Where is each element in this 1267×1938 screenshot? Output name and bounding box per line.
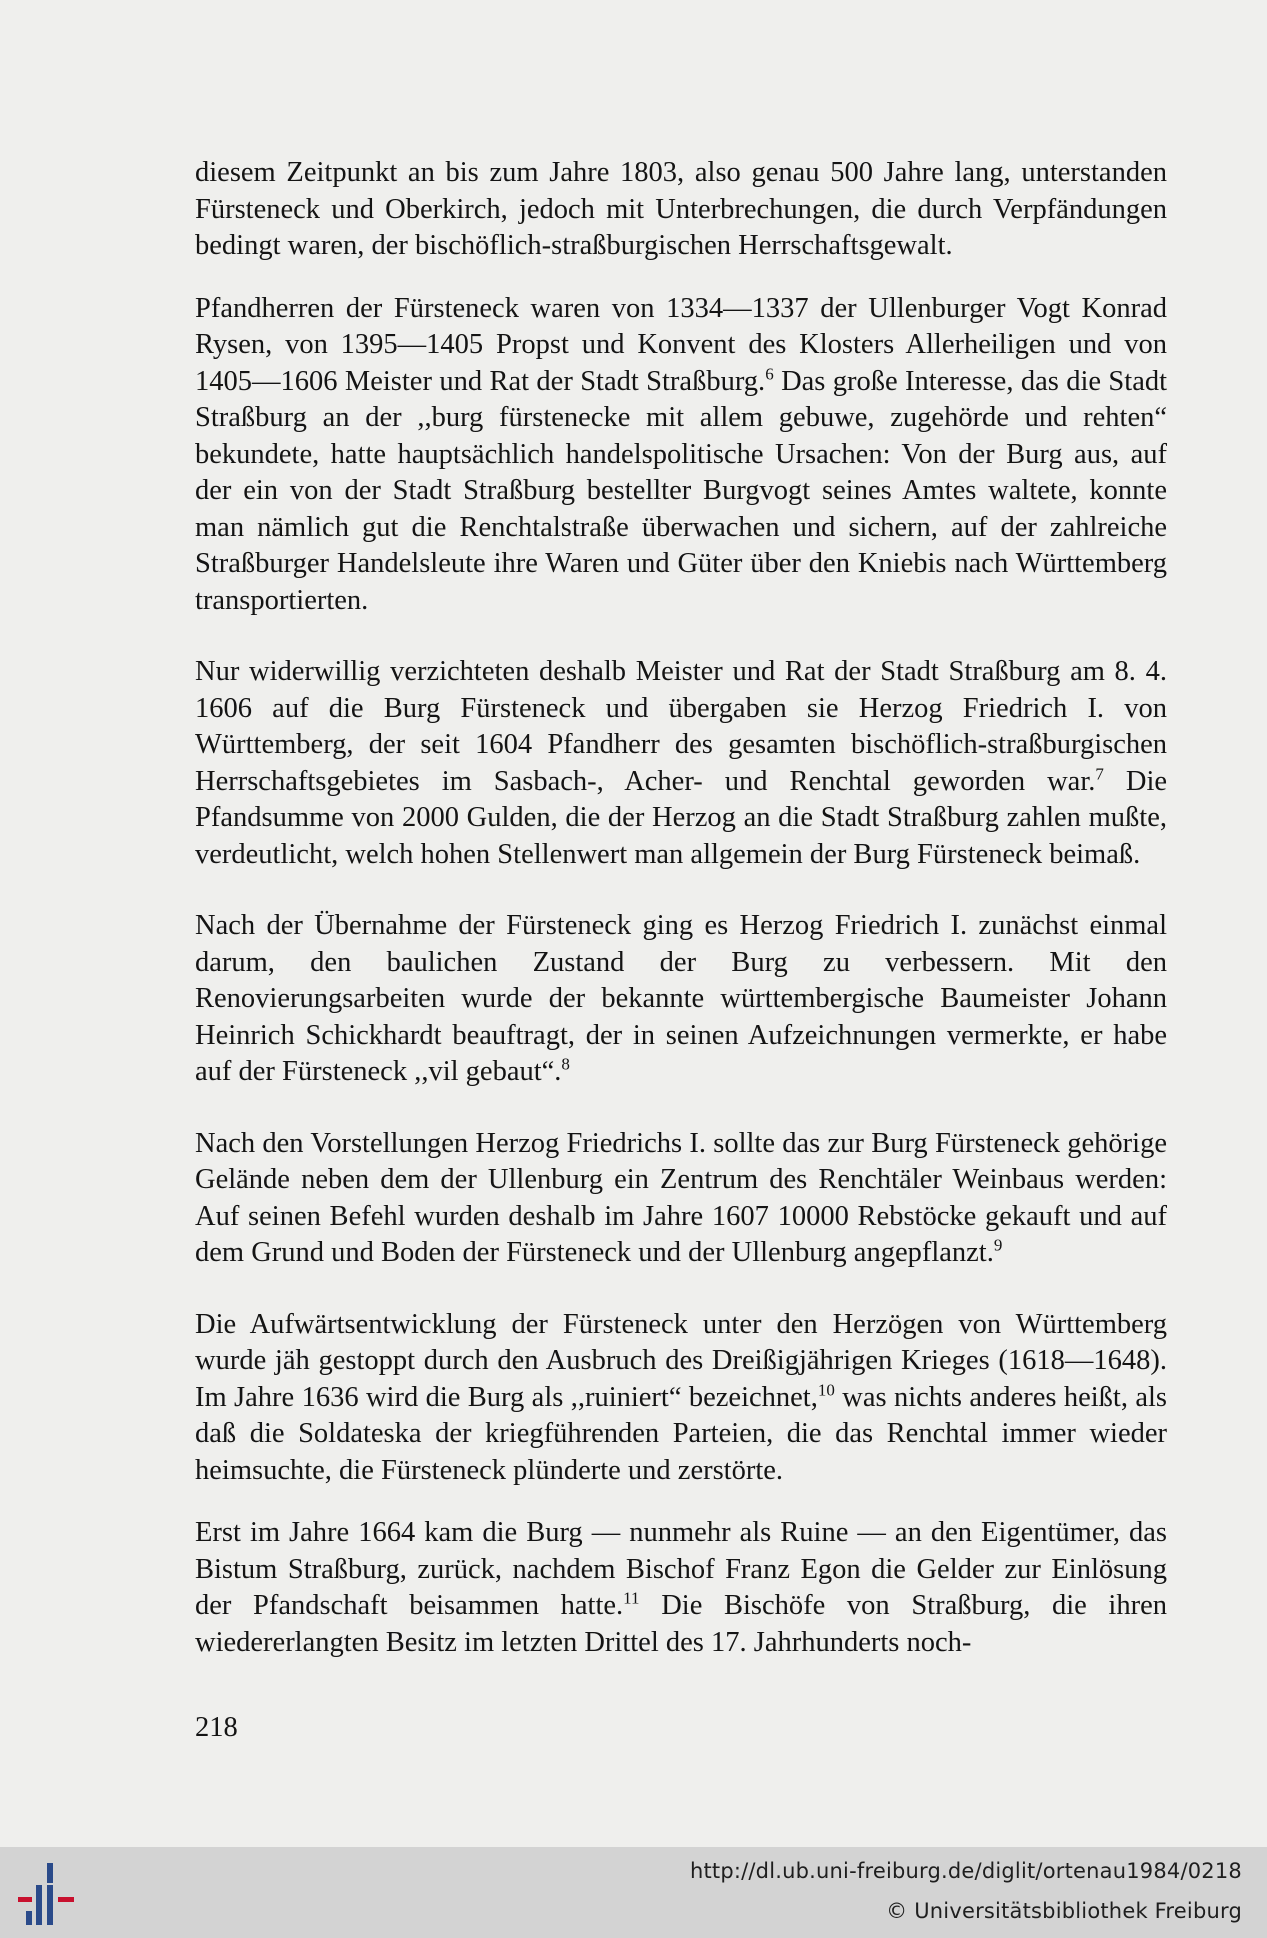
paragraph-4: Nach der Übernahme der Fürsteneck ging es Herzog Friedrich I. zunächst einmal darum, den baulichen Zustand der Burg zu verbessern. Mit den Renovierungsarbeiten wurde der bekannte württembergische Baumeister Johann Heinrich Schickhardt beauftragt, der in seinen Aufzeichnungen vermerkte, er habe auf der Fürsteneck ,,vil gebaut“.$^8$ — [195, 910, 1167, 1087]
page-text-block — [195, 155, 1167, 1661]
ub-freiburg-logo-icon — [14, 1861, 84, 1927]
footnote-mark: 9 — [993, 1235, 1003, 1255]
footer-bar — [0, 1847, 1267, 1938]
copyright-text: © Universitätsbibliothek Freiburg — [886, 1899, 1242, 1923]
footnote-mark: 11 — [623, 1588, 640, 1608]
footnote-mark: 8 — [561, 1054, 570, 1074]
footnote-mark: 7 — [1095, 764, 1104, 783]
paragraph-2: Pfandherren der Fürsteneck waren von 1334—1337 der Ullenburger Vogt Konrad Rysen, von 1395—1405 Propst und Konvent des Klosters Allerheiligen und von 1405—1606 Meister und Rat der Stadt Straßburg.$^6$ Das große Interesse, das die Stadt Straßburg an der ,,burg fürstenecke mit allem gebuwe, zugehörde und rehten“ bekundete, hatte hauptsächlich handelspolitische Ursachen: Von der Burg aus, auf der ein von der Stadt Straßburg bestellter Burgvogt seines Amtes waltete, konnte man nämlich gut die Renchtalstraße überwachen und sichern, auf der zahlreiche Straßburger Handelsleute ihre Waren und Güter über den Kniebis nach Württemberg transportierten. — [195, 292, 1168, 616]
page-number: 218 — [195, 1712, 238, 1743]
paragraph-3: Nur widerwillig verzichteten deshalb Meister und Rat der Stadt Straßburg am 8. 4. 1606 auf die Burg Fürsteneck und übergaben sie Herzog Friedrich I. von Württemberg, der seit 1604 Pfandherr des gesamten bischöflich-straßburgischen Herrschaftsgebietes im Sasbach-, Acher- und Renchtal geworden war.$^7$ Die Pfandsumme von 2000 Gulden, die der Herzog an die Stadt Straßburg zahlen mußte, verdeutlicht, welch hohen Stellenwert man allgemein der Burg Fürsteneck beimaß. — [195, 656, 1168, 870]
paragraph-5: Nach den Vorstellungen Herzog Friedrichs I. sollte das zur Burg Fürsteneck gehörige Gelände neben dem der Ullenburg ein Zentrum des Renchtäler Weinbaus werden: Auf seinen Befehl wurden deshalb im Jahre 1607 10000 Rebstöcke gekauft und auf dem Grund und Boden der Fürsteneck und der Ullenburg angepflanzt.$^9$ — [195, 1127, 1167, 1268]
paragraph-6: Die Aufwärtsentwicklung der Fürsteneck unter den Herzögen von Württemberg wurde jäh gestoppt durch den Ausbruch des Dreißigjährigen Krieges (1618—1648). Im Jahre 1636 wird die Burg als ,,ruiniert“ bezeichnet,$^{10}$ was nichts anderes heißt, als daß die Soldateska der kriegführenden Parteien, die das Renchtal immer wieder heimsuchte, die Fürsteneck plünderte und zerstörte. — [195, 1308, 1167, 1486]
source-url-link[interactable]: http://dl.ub.uni-freiburg.de/diglit/ortenau1984/0218 — [689, 1859, 1242, 1883]
paragraph-1: diesem Zeitpunkt an bis zum Jahre 1803, also genau 500 Jahre lang, unterstanden Fürsteneck und Oberkirch, jedoch mit Unterbrechungen, die durch Verpfändungen bedingt waren, der bischöflich-straßburgischen Herrschaftsgewalt. — [195, 157, 1167, 261]
footnote-mark: 10 — [817, 1380, 835, 1399]
footnote-mark: 6 — [765, 364, 774, 383]
paragraph-7: Erst im Jahre 1664 kam die Burg — nunmehr als Ruine — an den Eigentümer, das Bistum Straßburg, zurück, nachdem Bischof Franz Egon die Gelder zur Einlösung der Pfandschaft beisammen hatte.$^{11}$ Die Bischöfe von Straßburg, die ihren wiedererlangten Besitz im letzten Drittel des 17. Jahrhunderts noch- — [195, 1517, 1167, 1658]
